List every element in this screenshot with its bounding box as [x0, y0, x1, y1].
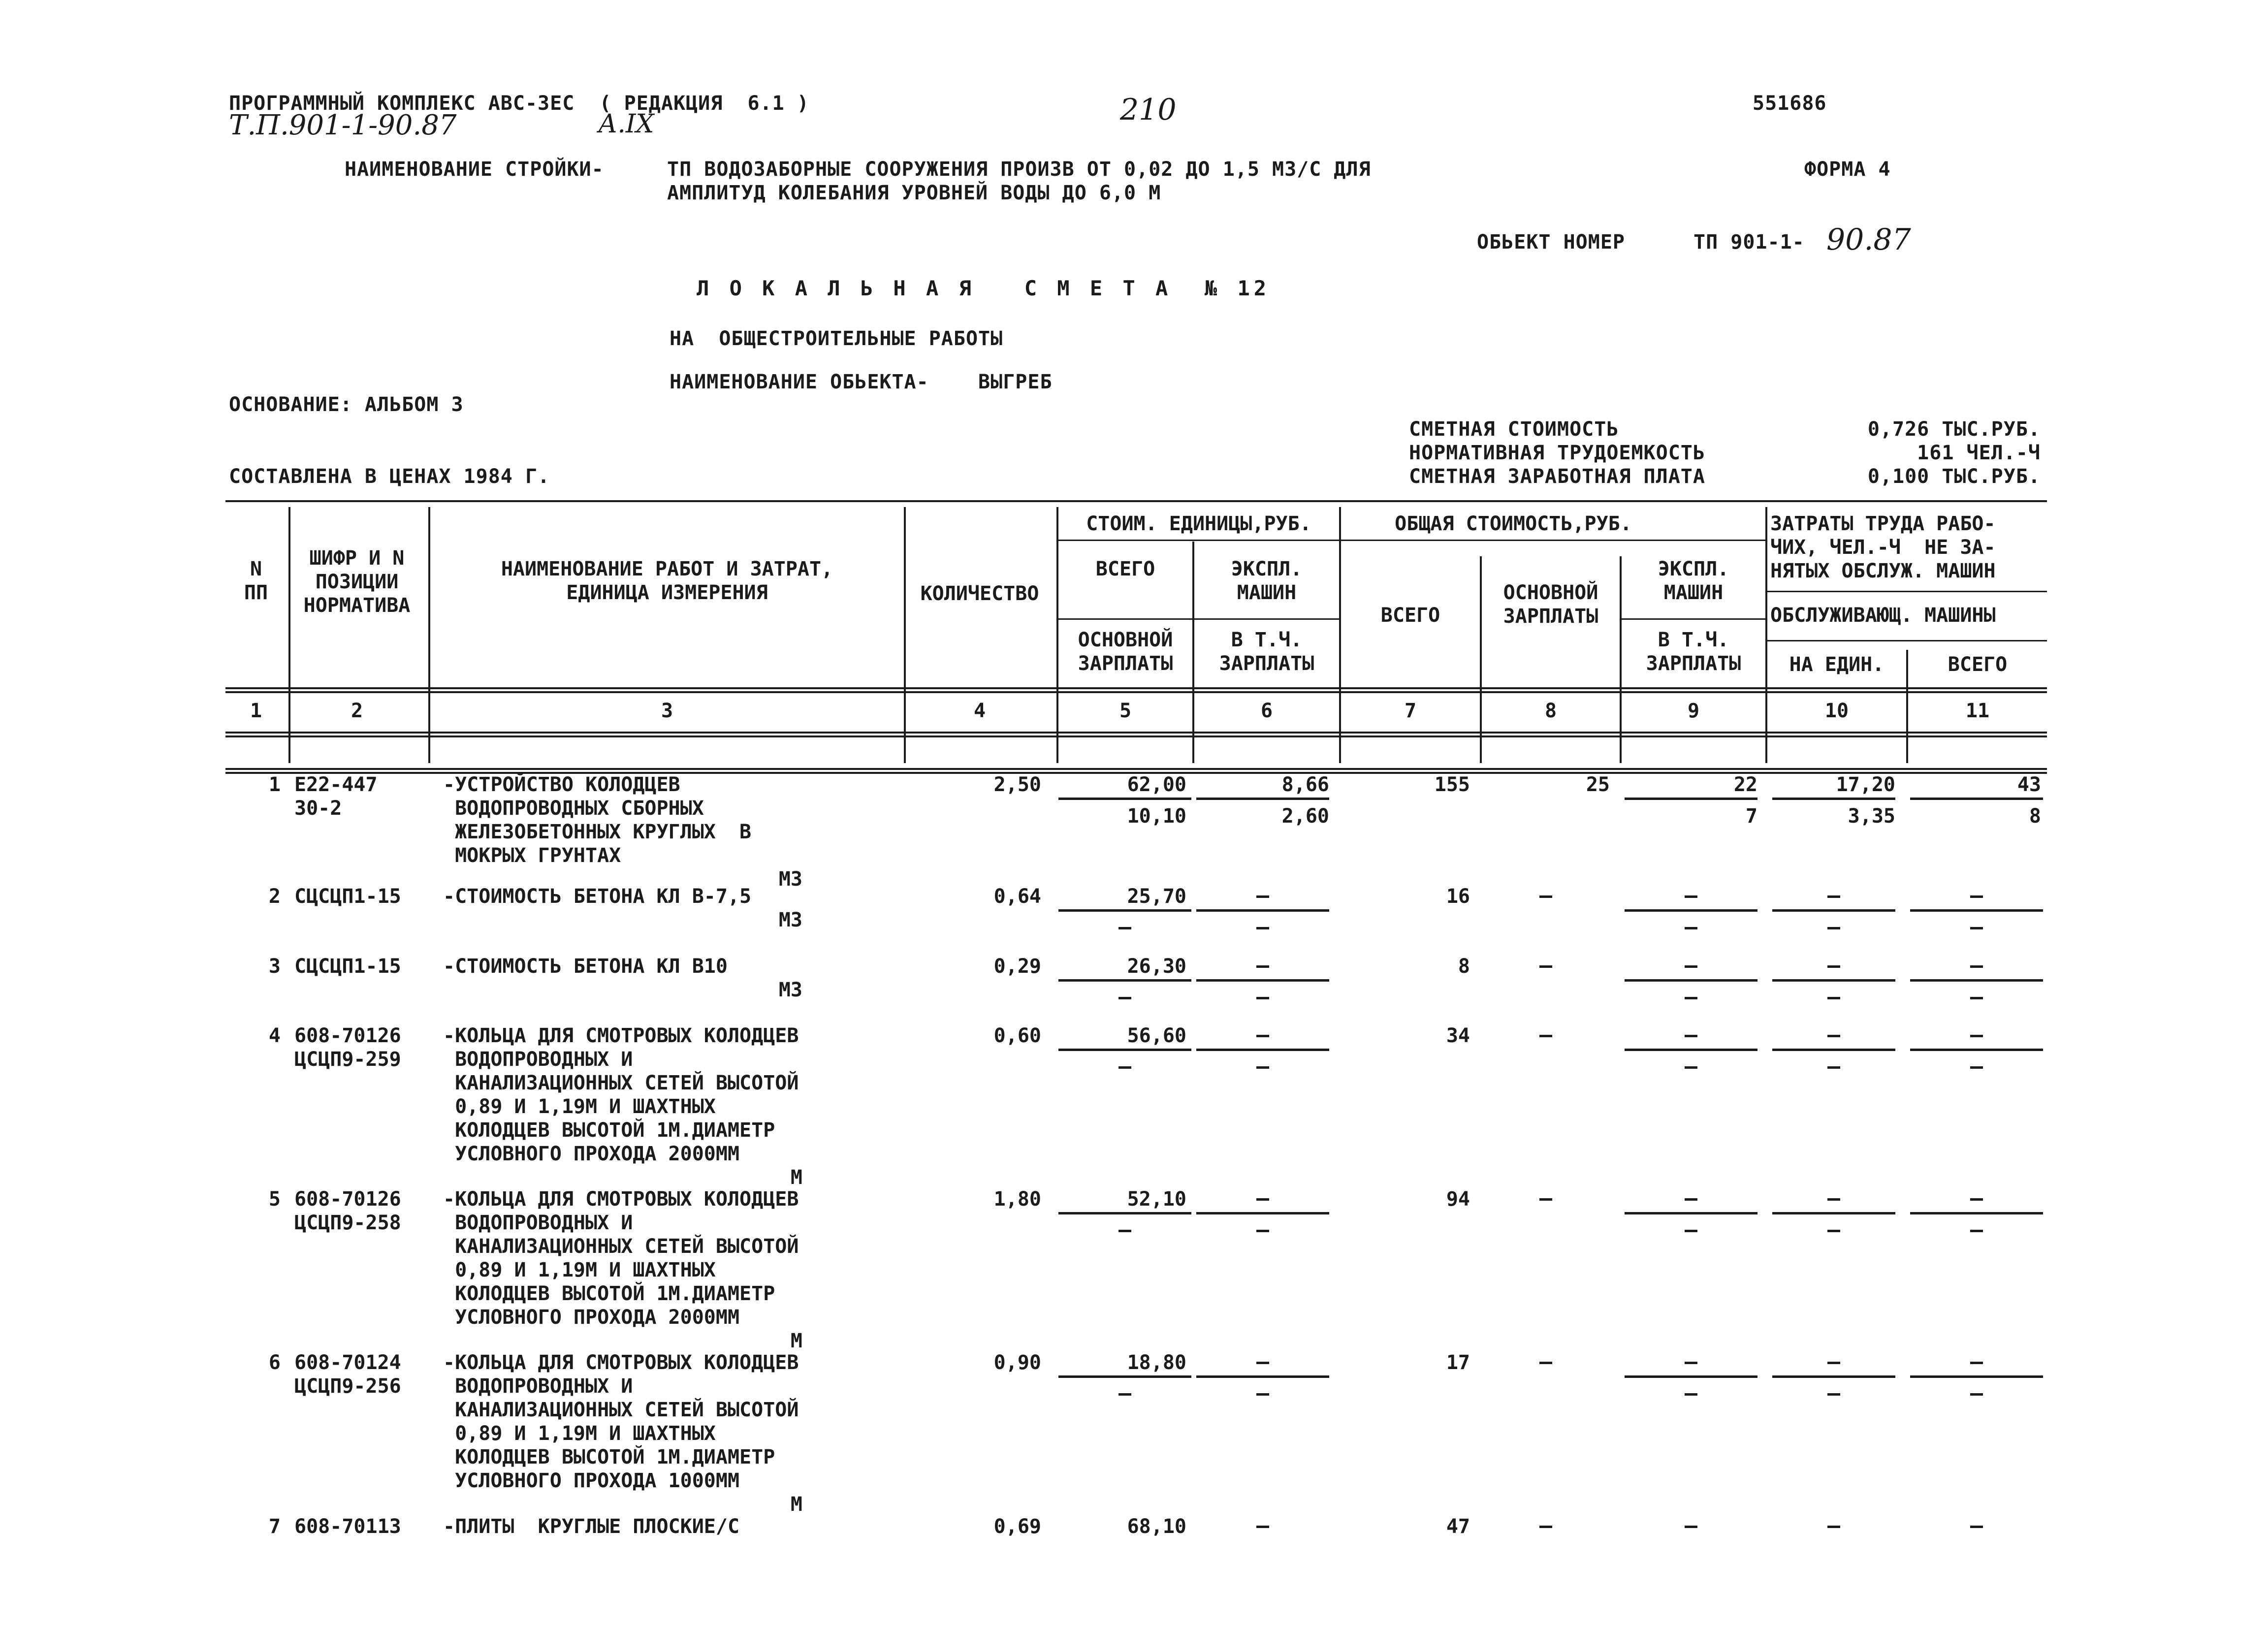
cell-value: 17,20 — [1836, 773, 1895, 796]
column-number: 9 — [1687, 700, 1700, 722]
empty-value-dash — [1970, 1198, 1983, 1201]
fraction-bar — [1058, 979, 1191, 982]
header-total-wage: ОСНОВНОЙ ЗАРПЛАТЫ — [1503, 581, 1598, 628]
header-labor: ЗАТРАТЫ ТРУДА РАБО- ЧИХ, ЧЕЛ.-Ч НЕ ЗА- НЯТЫХ ОБСЛУЖ. МАШИН — [1770, 512, 1996, 582]
handwritten-album: А.IX — [598, 109, 654, 139]
empty-value-dash — [1970, 1035, 1983, 1037]
cell-value: 34 — [1446, 1024, 1470, 1047]
header-work-name: НАИМЕНОВАНИЕ РАБОТ И ЗАТРАТ, ЕДИНИЦА ИЗМЕРЕНИЯ — [501, 558, 833, 604]
price-basis-line: СОСТАВЛЕНА В ЦЕНАХ 1984 Г. — [229, 465, 550, 488]
work-description: -КОЛЬЦА ДЛЯ СМОТРОВЫХ КОЛОДЦЕВ ВОДОПРОВОДНЫХ И КАНАЛИЗАЦИОННЫХ СЕТЕЙ ВЫСОТОЙ 0,89 И 1,19М И ШАХТНЫХ КОЛОДЦЕВ ВЫСОТОЙ 1М.ДИАМЕТР УСЛОВНОГО ПРОХОДА 2000ММ — [443, 1024, 799, 1165]
object-number-label: ОБЬЕКТ НОМЕР — [1477, 231, 1625, 254]
cell-value-wage: 10,10 — [1127, 805, 1186, 828]
cell-value-wage: 8 — [2029, 805, 2041, 828]
column-number: 2 — [351, 700, 363, 722]
empty-value-dash — [1970, 1393, 1983, 1396]
cell-value: 17 — [1446, 1351, 1470, 1374]
column-divider — [904, 507, 906, 763]
empty-value-dash — [1827, 1393, 1840, 1396]
empty-value-dash — [1685, 1393, 1697, 1396]
empty-value-dash — [1827, 895, 1840, 898]
empty-value-dash — [1685, 1035, 1697, 1037]
norm-code: 608-70126 — [294, 1188, 401, 1211]
norm-code-secondary: 30-2 — [294, 797, 342, 820]
row-number: 1 — [268, 773, 281, 796]
row-number: 4 — [268, 1024, 281, 1047]
fraction-bar — [1910, 1375, 2043, 1378]
fraction-bar — [1625, 979, 1757, 982]
cell-value: 26,30 — [1127, 955, 1186, 978]
empty-value-dash — [1256, 895, 1269, 898]
norm-code-secondary: ЦСЦП9-259 — [294, 1048, 401, 1071]
unit-of-measure: М — [790, 1166, 802, 1189]
empty-value-dash — [1256, 1035, 1269, 1037]
fraction-bar — [1625, 1049, 1757, 1051]
unit-of-measure: М3 — [778, 909, 802, 931]
work-description: -УСТРОЙСТВО КОЛОДЦЕВ ВОДОПРОВОДНЫХ СБОРНЫХ ЖЕЛЕЗОБЕТОННЫХ КРУГЛЫХ В МОКРЫХ ГРУНТАХ — [443, 773, 752, 867]
empty-value-dash — [1256, 1230, 1269, 1232]
empty-value-dash — [1970, 1526, 1983, 1528]
summary-label-labor: НОРМАТИВНАЯ ТРУДОЕМКОСТЬ — [1409, 442, 1705, 464]
column-number-rule — [225, 732, 2047, 734]
fraction-bar — [1772, 1049, 1895, 1051]
empty-value-dash — [1539, 1198, 1552, 1201]
header-unit-cost: СТОИМ. ЕДИНИЦЫ,РУБ. — [1086, 512, 1311, 535]
empty-value-dash — [1256, 1526, 1269, 1528]
total-cost-subrule — [1622, 618, 1765, 620]
column-number: 4 — [973, 700, 986, 722]
empty-value-dash — [1970, 1362, 1983, 1364]
norm-code-secondary: ЦСЦП9-258 — [294, 1212, 401, 1234]
row-number: 3 — [268, 955, 281, 978]
column-number: 6 — [1260, 700, 1273, 722]
object-number: ТП 901-1- — [1693, 231, 1805, 254]
empty-value-dash — [1827, 1066, 1840, 1069]
fraction-bar — [1772, 798, 1895, 800]
norm-code: 608-70126 — [294, 1024, 401, 1047]
empty-value-dash — [1970, 1230, 1983, 1232]
header-bottom-rule — [225, 687, 2047, 689]
empty-value-dash — [1539, 1526, 1552, 1528]
fraction-bar — [1196, 1049, 1329, 1051]
cell-value: 8 — [1458, 955, 1470, 978]
cell-value: 62,00 — [1127, 773, 1186, 796]
empty-value-dash — [1118, 1230, 1131, 1232]
header-top-rule — [225, 500, 2047, 502]
fraction-bar — [1625, 909, 1757, 912]
empty-value-dash — [1118, 1393, 1131, 1396]
quantity: 0,60 — [993, 1024, 1041, 1047]
quantity: 0,90 — [993, 1351, 1041, 1374]
empty-value-dash — [1970, 1066, 1983, 1069]
fraction-bar — [1772, 909, 1895, 912]
empty-value-dash — [1970, 927, 1983, 929]
work-description: -КОЛЬЦА ДЛЯ СМОТРОВЫХ КОЛОДЦЕВ ВОДОПРОВОДНЫХ И КАНАЛИЗАЦИОННЫХ СЕТЕЙ ВЫСОТОЙ 0,89 И 1,19М И ШАХТНЫХ КОЛОДЦЕВ ВЫСОТОЙ 1М.ДИАМЕТР УСЛОВНОГО ПРОХОДА 1000ММ — [443, 1351, 799, 1492]
empty-value-dash — [1256, 1198, 1269, 1201]
empty-value-dash — [1256, 1066, 1269, 1069]
cell-value: 47 — [1446, 1515, 1470, 1538]
column-divider — [428, 507, 430, 763]
empty-value-dash — [1118, 1066, 1131, 1069]
empty-value-dash — [1685, 927, 1697, 929]
header-total-cost: ОБЩАЯ СТОИМОСТЬ,РУБ. — [1395, 512, 1632, 535]
empty-value-dash — [1118, 997, 1131, 999]
object-name: НАИМЕНОВАНИЕ ОБЬЕКТА- ВЫГРЕБ — [670, 371, 1053, 393]
column-divider — [1339, 507, 1341, 763]
norm-code-secondary: ЦСЦП9-256 — [294, 1375, 401, 1398]
total-cost-rule — [1341, 540, 1765, 541]
empty-value-dash — [1685, 1526, 1697, 1528]
header-quantity: КОЛИЧЕСТВО — [920, 582, 1039, 605]
column-number: 1 — [250, 700, 262, 722]
column-number: 11 — [1965, 700, 1990, 722]
empty-value-dash — [1685, 1362, 1697, 1364]
object-number-handwritten: 90.87 — [1826, 223, 1911, 257]
column-number: 10 — [1824, 700, 1849, 722]
fraction-bar — [1772, 1212, 1895, 1214]
fraction-bar — [1058, 1212, 1191, 1214]
norm-code: 608-70113 — [294, 1515, 401, 1538]
cell-value: 52,10 — [1127, 1188, 1186, 1211]
cell-value-wage: 7 — [1745, 805, 1757, 828]
program-line: ПРОГРАММНЫЙ КОМПЛЕКС АВС-3ЕС ( РЕДАКЦИЯ 6.1 ) — [229, 92, 809, 115]
fraction-bar — [1058, 1049, 1191, 1051]
unit-cost-rule — [1058, 540, 1339, 541]
empty-value-dash — [1827, 1035, 1840, 1037]
header-unit-machines: ЭКСПЛ. МАШИН — [1231, 558, 1303, 604]
summary-label-wage: СМЕТНАЯ ЗАРАБОТНАЯ ПЛАТА — [1409, 465, 1705, 488]
work-description: -ПЛИТЫ КРУГЛЫЕ ПЛОСКИЕ/С — [443, 1515, 740, 1538]
header-labor-unit: НА ЕДИН. — [1789, 653, 1885, 676]
labor-rule — [1767, 591, 2047, 592]
summary-value-labor: 161 ЧЕЛ.-Ч — [1917, 442, 2041, 464]
cell-value: 18,80 — [1127, 1351, 1186, 1374]
summary-value-wage: 0,100 ТЫС.РУБ. — [1867, 465, 2041, 488]
empty-value-dash — [1256, 1393, 1269, 1396]
handwritten-project-number: Т.П.901-1-90.87 — [229, 109, 457, 141]
column-number: 5 — [1119, 700, 1132, 722]
summary-value-cost: 0,726 ТЫС.РУБ. — [1867, 418, 2041, 441]
work-description: -СТОИМОСТЬ БЕТОНА КЛ В-7,5 — [443, 885, 752, 908]
empty-value-dash — [1685, 1230, 1697, 1232]
cell-value: 155 — [1434, 773, 1470, 796]
cell-value: 25 — [1586, 773, 1610, 796]
fraction-bar — [1058, 1375, 1191, 1378]
header-unit-total: ВСЕГО — [1095, 558, 1155, 580]
empty-value-dash — [1685, 1066, 1697, 1069]
fraction-bar — [1910, 909, 2043, 912]
document-subtitle: НА ОБЩЕСТРОИТЕЛЬНЫЕ РАБОТЫ — [670, 327, 1003, 350]
cell-value: 16 — [1446, 885, 1470, 908]
cell-value: 94 — [1446, 1188, 1470, 1211]
empty-value-dash — [1827, 1526, 1840, 1528]
fraction-bar — [1910, 979, 2043, 982]
fraction-bar — [1625, 1212, 1757, 1214]
header-code: ШИФР И N ПОЗИЦИИ НОРМАТИВА — [303, 547, 411, 617]
header-row-number: N ПП — [244, 558, 268, 604]
empty-value-dash — [1827, 927, 1840, 929]
row-number: 5 — [268, 1188, 281, 1211]
unit-of-measure: М3 — [778, 979, 802, 1001]
quantity: 1,80 — [993, 1188, 1041, 1211]
cell-value: 43 — [2017, 773, 2041, 796]
construction-name-line1: ТП ВОДОЗАБОРНЫЕ СООРУЖЕНИЯ ПРОИЗВ ОТ 0,02 ДО 1,5 М3/С ДЛЯ — [667, 158, 1371, 181]
handwritten-page-number: 210 — [1120, 93, 1177, 127]
fraction-bar — [1196, 1212, 1329, 1214]
row-number: 6 — [268, 1351, 281, 1374]
empty-value-dash — [1970, 997, 1983, 999]
column-number: 8 — [1544, 700, 1557, 722]
cell-value: 25,70 — [1127, 885, 1186, 908]
work-description: -КОЛЬЦА ДЛЯ СМОТРОВЫХ КОЛОДЦЕВ ВОДОПРОВОДНЫХ И КАНАЛИЗАЦИОННЫХ СЕТЕЙ ВЫСОТОЙ 0,89 И 1,19М И ШАХТНЫХ КОЛОДЦЕВ ВЫСОТОЙ 1М.ДИАМЕТР УСЛОВНОГО ПРОХОДА 2000ММ — [443, 1188, 799, 1329]
header-bottom-rule-double — [225, 691, 2047, 693]
header-labor-total: ВСЕГО — [1948, 653, 2008, 676]
cell-value: 8,66 — [1281, 773, 1329, 796]
work-description: -СТОИМОСТЬ БЕТОНА КЛ В10 — [443, 955, 728, 978]
header-total-machines: ЭКСПЛ. МАШИН — [1658, 558, 1729, 604]
fraction-bar — [1772, 979, 1895, 982]
header-total-incl-wage: В Т.Ч. ЗАРПЛАТЫ — [1646, 629, 1741, 675]
cell-value-wage: 3,35 — [1848, 805, 1895, 828]
quantity: 2,50 — [993, 773, 1041, 796]
empty-value-dash — [1685, 965, 1697, 968]
quantity: 0,29 — [993, 955, 1041, 978]
fraction-bar — [1196, 1375, 1329, 1378]
empty-value-dash — [1827, 1362, 1840, 1364]
unit-of-measure: М — [790, 1330, 802, 1352]
empty-value-dash — [1539, 965, 1552, 968]
row-number: 7 — [268, 1515, 281, 1538]
empty-value-dash — [1539, 895, 1552, 898]
unit-of-measure: М3 — [778, 868, 802, 891]
form-label: ФОРМА 4 — [1804, 158, 1891, 181]
document-title: Л О К А Л Ь Н А Я С М Е Т А № 12 — [697, 276, 1271, 300]
summary-label-cost: СМЕТНАЯ СТОИМОСТЬ — [1409, 418, 1619, 441]
empty-value-dash — [1827, 997, 1840, 999]
labor-subrule — [1767, 640, 2047, 641]
empty-value-dash — [1256, 927, 1269, 929]
empty-value-dash — [1685, 895, 1697, 898]
norm-code: Е22-447 — [294, 773, 378, 796]
cell-value: 56,60 — [1127, 1024, 1186, 1047]
basis-line: ОСНОВАНИЕ: АЛЬБОМ 3 — [229, 393, 464, 416]
column-number: 3 — [661, 700, 673, 722]
cell-value: 68,10 — [1127, 1515, 1186, 1538]
construction-label: НАИМЕНОВАНИЕ СТРОЙКИ- — [345, 158, 604, 181]
empty-value-dash — [1256, 1362, 1269, 1364]
empty-value-dash — [1970, 965, 1983, 968]
empty-value-dash — [1539, 1362, 1552, 1364]
norm-code: 608-70124 — [294, 1351, 401, 1374]
header-unit-incl-wage: В Т.Ч. ЗАРПЛАТЫ — [1219, 629, 1314, 675]
empty-value-dash — [1827, 1198, 1840, 1201]
empty-value-dash — [1827, 1230, 1840, 1232]
fraction-bar — [1910, 1212, 2043, 1214]
column-number: 7 — [1404, 700, 1417, 722]
header-labor-service: ОБСЛУЖИВАЮЩ. МАШИНЫ — [1770, 604, 1996, 627]
empty-value-dash — [1970, 895, 1983, 898]
empty-value-dash — [1685, 997, 1697, 999]
unit-of-measure: М — [790, 1493, 802, 1516]
document-number: 551686 — [1753, 92, 1827, 115]
empty-value-dash — [1118, 927, 1131, 929]
cell-value: 22 — [1733, 773, 1757, 796]
fraction-bar — [1625, 798, 1757, 800]
header-total-all: ВСЕГО — [1380, 604, 1440, 627]
column-divider — [1765, 507, 1767, 763]
fraction-bar — [1196, 798, 1329, 800]
empty-value-dash — [1256, 997, 1269, 999]
empty-value-dash — [1685, 1198, 1697, 1201]
fraction-bar — [1910, 798, 2043, 800]
header-unit-wage: ОСНОВНОЙ ЗАРПЛАТЫ — [1078, 629, 1173, 675]
construction-name-line2: АМПЛИТУД КОЛЕБАНИЯ УРОВНЕЙ ВОДЫ ДО 6,0 М — [667, 182, 1161, 204]
norm-code: СЦСЦП1-15 — [294, 885, 401, 908]
quantity: 0,64 — [993, 885, 1041, 908]
row-number: 2 — [268, 885, 281, 908]
fraction-bar — [1772, 1375, 1895, 1378]
fraction-bar — [1058, 909, 1191, 912]
column-divider — [288, 507, 290, 763]
norm-code: СЦСЦП1-15 — [294, 955, 401, 978]
fraction-bar — [1625, 1375, 1757, 1378]
empty-value-dash — [1827, 965, 1840, 968]
fraction-bar — [1058, 798, 1191, 800]
fraction-bar — [1910, 1049, 2043, 1051]
unit-cost-subrule — [1058, 618, 1339, 620]
column-number-rule-double — [225, 735, 2047, 737]
empty-value-dash — [1256, 965, 1269, 968]
empty-value-dash — [1539, 1035, 1552, 1037]
quantity: 0,69 — [993, 1515, 1041, 1538]
body-top-rule — [225, 768, 2047, 770]
cell-value-wage: 2,60 — [1281, 805, 1329, 828]
fraction-bar — [1196, 979, 1329, 982]
fraction-bar — [1196, 909, 1329, 912]
